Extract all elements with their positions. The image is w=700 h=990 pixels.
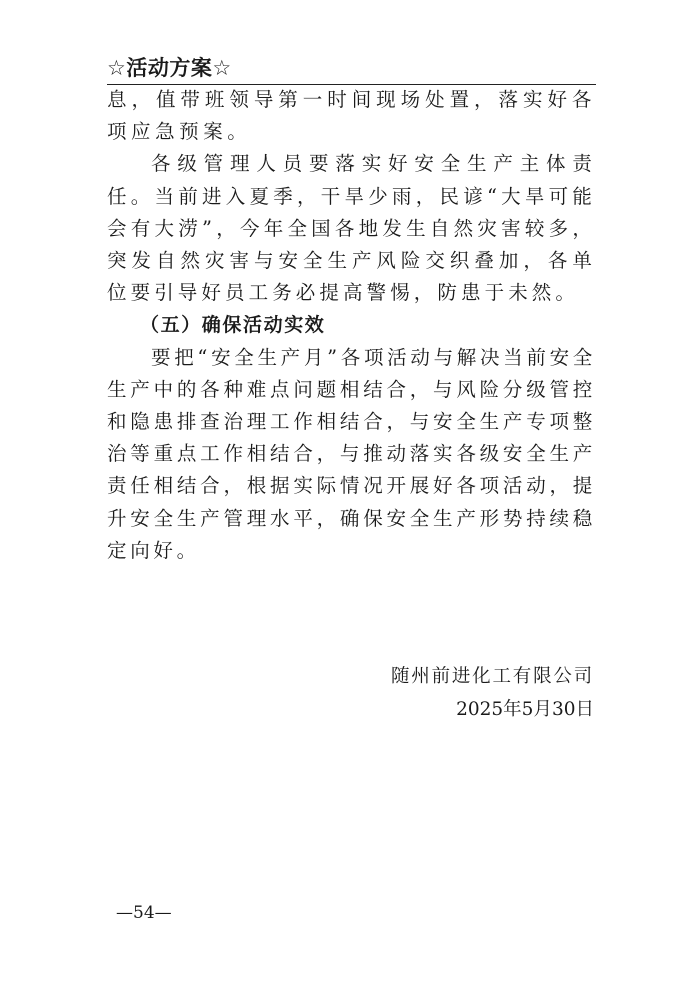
body-paragraph-activity-effect: 要把“安全生产月”各项活动与解决当前安全生产中的各种难点问题相结合，与风险分级管控和隐患排查治理工作相结合，与安全生产专项整治等重点工作相结合，与推动落实各级安全生产责任相结合，根据实际情况开展好各项活动，提升安全生产管理水平，确保安全生产形势持续稳定向好。 [107,345,596,562]
signature-date: 2025年5月30日 [456,699,594,720]
document-body [107,84,596,567]
section-heading: （五）确保活动实效 [140,314,326,337]
page-number: —54— [116,903,172,923]
body-paragraph-continuation: 息，值带班领导第一时间现场处置，落实好各项应急预案。 [107,88,596,144]
company-name: 随州前进化工有限公司 [390,666,594,687]
signature-block [391,660,594,726]
header-title: ☆活动方案☆ [107,56,232,80]
page-header [107,54,596,85]
body-paragraph-safety-responsibility: 各级管理人员要落实好安全生产主体责任。当前进入夏季，干旱少雨，民谚“大旱可能会有大涝”，今年全国各地发生自然灾害较多，突发自然灾害与安全生产风险交织叠加，各单位要引导好员工务必提高警惕，防患于未然。 [107,152,596,305]
